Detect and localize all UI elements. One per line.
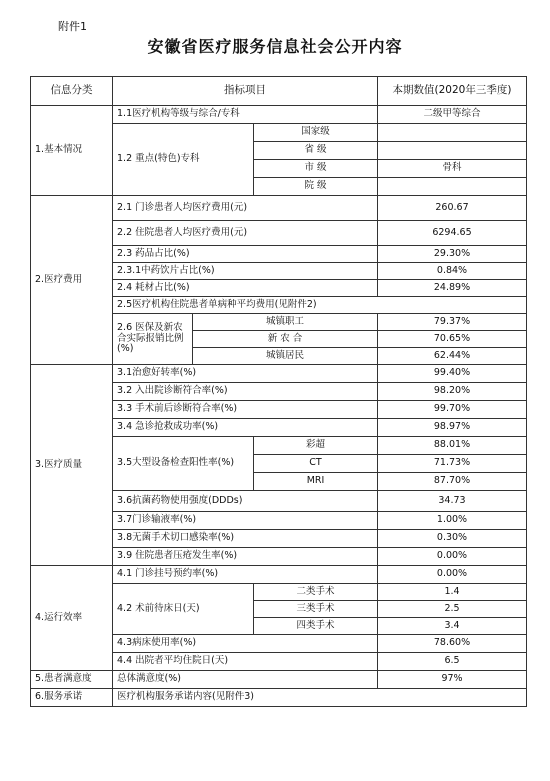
header-category: 信息分类 (31, 77, 113, 106)
table-row (31, 689, 527, 707)
row-label: 3.1治愈好转率(%) (113, 365, 378, 383)
sub-label: 二类手术 (254, 584, 378, 601)
row-value: 98.97% (378, 419, 527, 437)
row-value: 79.37% (378, 314, 527, 331)
row-value: 6.5 (378, 653, 527, 671)
row-value: 71.73% (378, 455, 527, 473)
row-value: 0.30% (378, 530, 527, 548)
sub-label: 新 农 合 (193, 331, 378, 348)
attachment-label: 附件1 (58, 20, 87, 33)
row-label: 4.2 术前待床日(天) (113, 584, 254, 635)
table-row (31, 106, 527, 124)
table-header-row (31, 77, 527, 106)
row-value (378, 142, 527, 160)
row-label: 4.3病床使用率(%) (113, 635, 378, 653)
section-label-commitment: 6.服务承诺 (31, 689, 113, 707)
table-row (31, 566, 527, 584)
sub-label: 城镇居民 (193, 348, 378, 365)
row-value: 99.40% (378, 365, 527, 383)
row-value: 87.70% (378, 473, 527, 491)
row-value (378, 178, 527, 196)
row-value: 99.70% (378, 401, 527, 419)
row-value: 98.20% (378, 383, 527, 401)
row-label: 医疗机构服务承诺内容(见附件3) (113, 689, 527, 707)
row-value: 骨科 (378, 160, 527, 178)
row-value: 1.00% (378, 512, 527, 530)
sub-label: 市 级 (254, 160, 378, 178)
row-value: 6294.65 (378, 221, 527, 246)
row-label: 3.4 急诊抢救成功率(%) (113, 419, 378, 437)
section-label-basic: 1.基本情况 (31, 106, 113, 196)
sub-label: 城镇职工 (193, 314, 378, 331)
page-title: 安徽省医疗服务信息社会公开内容 (147, 37, 403, 56)
table-row (31, 196, 527, 221)
row-value: 34.73 (378, 491, 527, 512)
row-label: 3.9 住院患者压疮发生率(%) (113, 548, 378, 566)
row-value: 78.60% (378, 635, 527, 653)
sub-label: MRI (254, 473, 378, 491)
row-value: 88.01% (378, 437, 527, 455)
row-value: 二级甲等综合 (378, 106, 527, 124)
row-label: 2.2 住院患者人均医疗费用(元) (113, 221, 378, 246)
row-label: 2.1 门诊患者人均医疗费用(元) (113, 196, 378, 221)
row-label: 4.1 门诊挂号预约率(%) (113, 566, 378, 584)
row-value: 0.00% (378, 566, 527, 584)
sub-label: 省 级 (254, 142, 378, 160)
row-label: 1.1医疗机构等级与综合/专科 (113, 106, 378, 124)
section-label-cost: 2.医疗费用 (31, 196, 113, 365)
row-label: 3.2 入出院诊断符合率(%) (113, 383, 378, 401)
row-label: 总体满意度(%) (113, 671, 378, 689)
row-label: 2.5医疗机构住院患者单病种平均费用(见附件2) (113, 297, 527, 314)
section-label-efficiency: 4.运行效率 (31, 566, 113, 671)
row-label: 3.5大型设备检查阳性率(%) (113, 437, 254, 491)
sub-label: CT (254, 455, 378, 473)
row-label: 2.6 医保及新农合实际报销比例(%) (113, 314, 193, 365)
row-value: 0.84% (378, 263, 527, 280)
row-label: 1.2 重点(特色)专科 (113, 124, 254, 196)
sub-label: 三类手术 (254, 601, 378, 618)
row-value: 70.65% (378, 331, 527, 348)
header-indicator: 指标项目 (113, 77, 378, 106)
table-row (31, 365, 527, 383)
row-value: 3.4 (378, 618, 527, 635)
section-label-quality: 3.医疗质量 (31, 365, 113, 566)
row-label: 3.8无菌手术切口感染率(%) (113, 530, 378, 548)
row-label: 2.4 耗材占比(%) (113, 280, 378, 297)
table-row (31, 671, 527, 689)
row-label: 4.4 出院者平均住院日(天) (113, 653, 378, 671)
sub-label: 四类手术 (254, 618, 378, 635)
row-value: 62.44% (378, 348, 527, 365)
row-label: 3.6抗菌药物使用强度(DDDs) (113, 491, 378, 512)
row-value: 260.67 (378, 196, 527, 221)
row-value: 97% (378, 671, 527, 689)
header-value: 本期数值(2020年三季度) (378, 77, 527, 106)
row-label: 3.7门诊输液率(%) (113, 512, 378, 530)
sub-label: 院 级 (254, 178, 378, 196)
row-value: 2.5 (378, 601, 527, 618)
sub-label: 彩超 (254, 437, 378, 455)
section-label-satisfaction: 5.患者满意度 (31, 671, 113, 689)
disclosure-table (30, 76, 527, 707)
row-label: 3.3 手术前后诊断符合率(%) (113, 401, 378, 419)
row-value (378, 124, 527, 142)
row-value: 0.00% (378, 548, 527, 566)
row-value: 29.30% (378, 246, 527, 263)
row-label: 2.3.1中药饮片占比(%) (113, 263, 378, 280)
row-value: 24.89% (378, 280, 527, 297)
sub-label: 国家级 (254, 124, 378, 142)
row-value: 1.4 (378, 584, 527, 601)
row-label: 2.3 药品占比(%) (113, 246, 378, 263)
